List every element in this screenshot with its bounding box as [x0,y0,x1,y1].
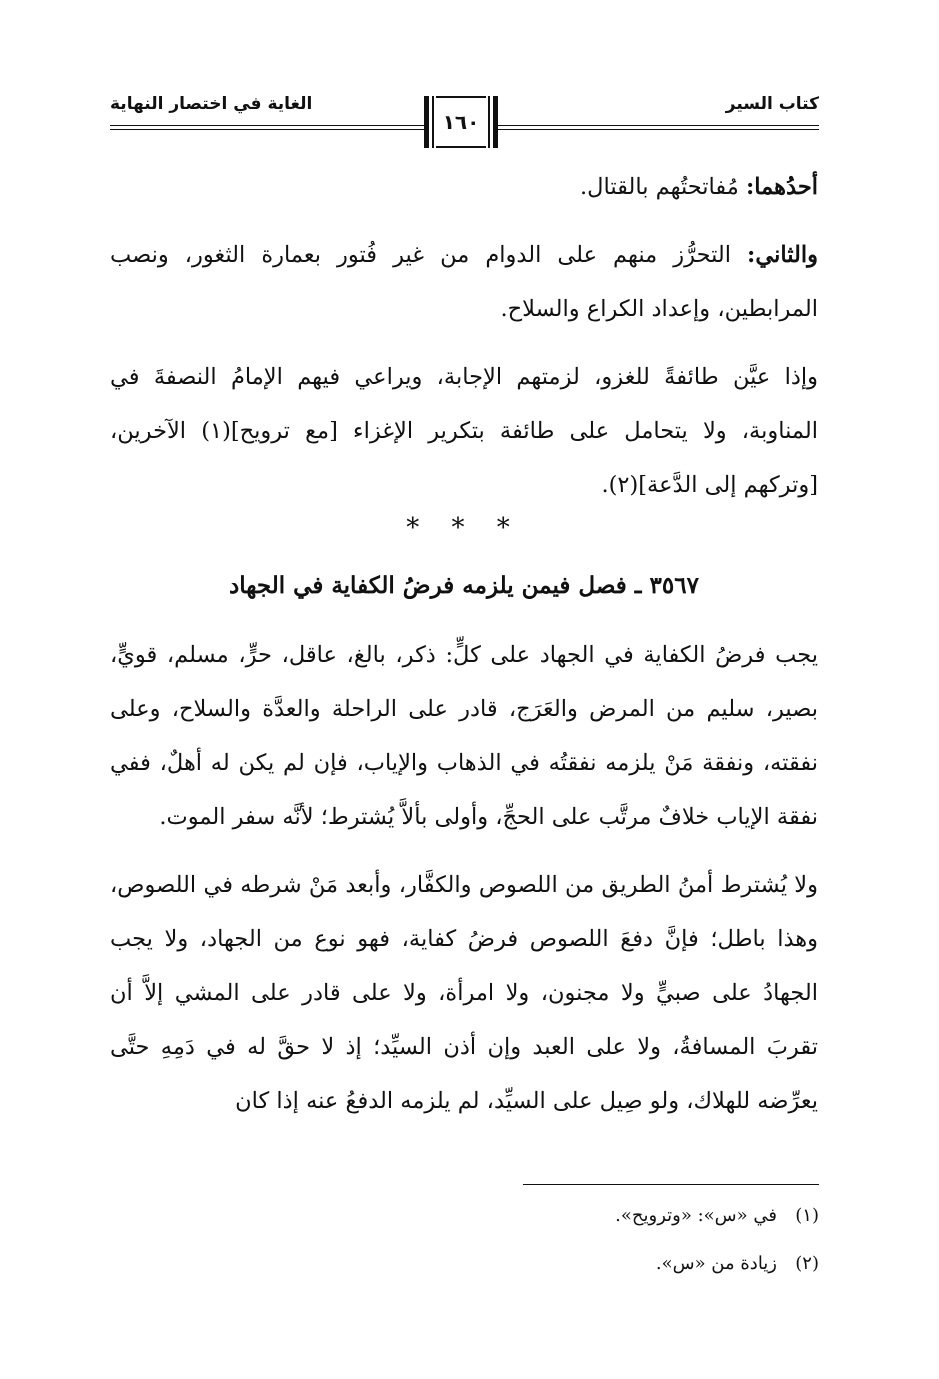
footnote-number: (٢) [795,1253,819,1274]
paragraph-text: وإذا عيَّن طائفةً للغزو، لزمتهم الإجابة، ويراعي فيهم الإمامُ النصفةَ في المناوبة، ولا يتحامل على طائفة بتكرير الإغزاء [مع ترويح](١) الآخرين، [وتركهم إلى الدَّعة](٢). [110,364,818,498]
book-title: الغاية في اختصار النهاية [110,94,313,114]
footnote [111,1205,819,1226]
footnote-text: زيادة من «س». [655,1253,777,1274]
footnote-rule [523,1184,819,1185]
footnote-text: في «س»: «وترويح». [615,1205,777,1226]
section-separator: * * * [406,513,522,543]
page-number-box [424,96,498,148]
paragraph-first [110,160,818,214]
paragraph-lead: أحدُهما: [745,174,818,200]
paragraph-text: التحرُّز منهم على الدوام من غير فُتور بعمارة الثغور، ونصب المرابطين، وإعداد الكراع والسلاح. [110,242,818,322]
paragraph-second [110,228,818,336]
chapter-title: كتاب السير [725,94,819,114]
section-title: ٣٥٦٧ ـ فصل فيمن يلزمه فرضُ الكفاية في الجهاد [229,572,699,599]
section-text [110,628,818,1142]
page-number: ١٦٠ [442,110,480,134]
footnote-number: (١) [795,1205,819,1226]
intro-text [110,160,818,526]
footnote [111,1253,819,1274]
paragraph-third [110,350,818,512]
paragraph-lead: والثاني: [747,242,818,268]
section-paragraph: ولا يُشترط أمنُ الطريق من اللصوص والكفَّار، وأبعد مَنْ شرطه في اللصوص، وهذا باطل؛ فإنَّ دفعَ اللصوص فرضُ كفاية، فهو نوع من الجهاد، ولا يجب الجهادُ على صبيٍّ ولا مجنون، ولا امرأة، ولا على قادر على المشي إلاَّ أن تقربَ المسافةُ، ولا على العبد وإن أذن السيِّد؛ إذ لا حقَّ له في دَمِهِ حتَّى يعرِّضه للهلاك، ولو صِيل على السيِّد، لم يلزمه الدفعُ عنه إذا كان [110,872,818,1114]
section-paragraph: يجب فرضُ الكفاية في الجهاد على كلٍّ: ذكر، بالغ، عاقل، حرٍّ، مسلم، قويٍّ، بصير، سليم من المرض والعَرَج، قادر على الراحلة والعدَّة والسلاح، وعلى نفقته، ونفقة مَنْ يلزمه نفقتُه في الذهاب والإياب، فإن لم يكن له أهلٌ، ففي نفقة الإياب خلافٌ مرتَّب على الحجِّ، وأولى بألاَّ يُشترط؛ لأنَّه سفر الموت. [110,642,818,830]
paragraph-text: مُفاتحتُهم بالقتال. [579,174,746,200]
